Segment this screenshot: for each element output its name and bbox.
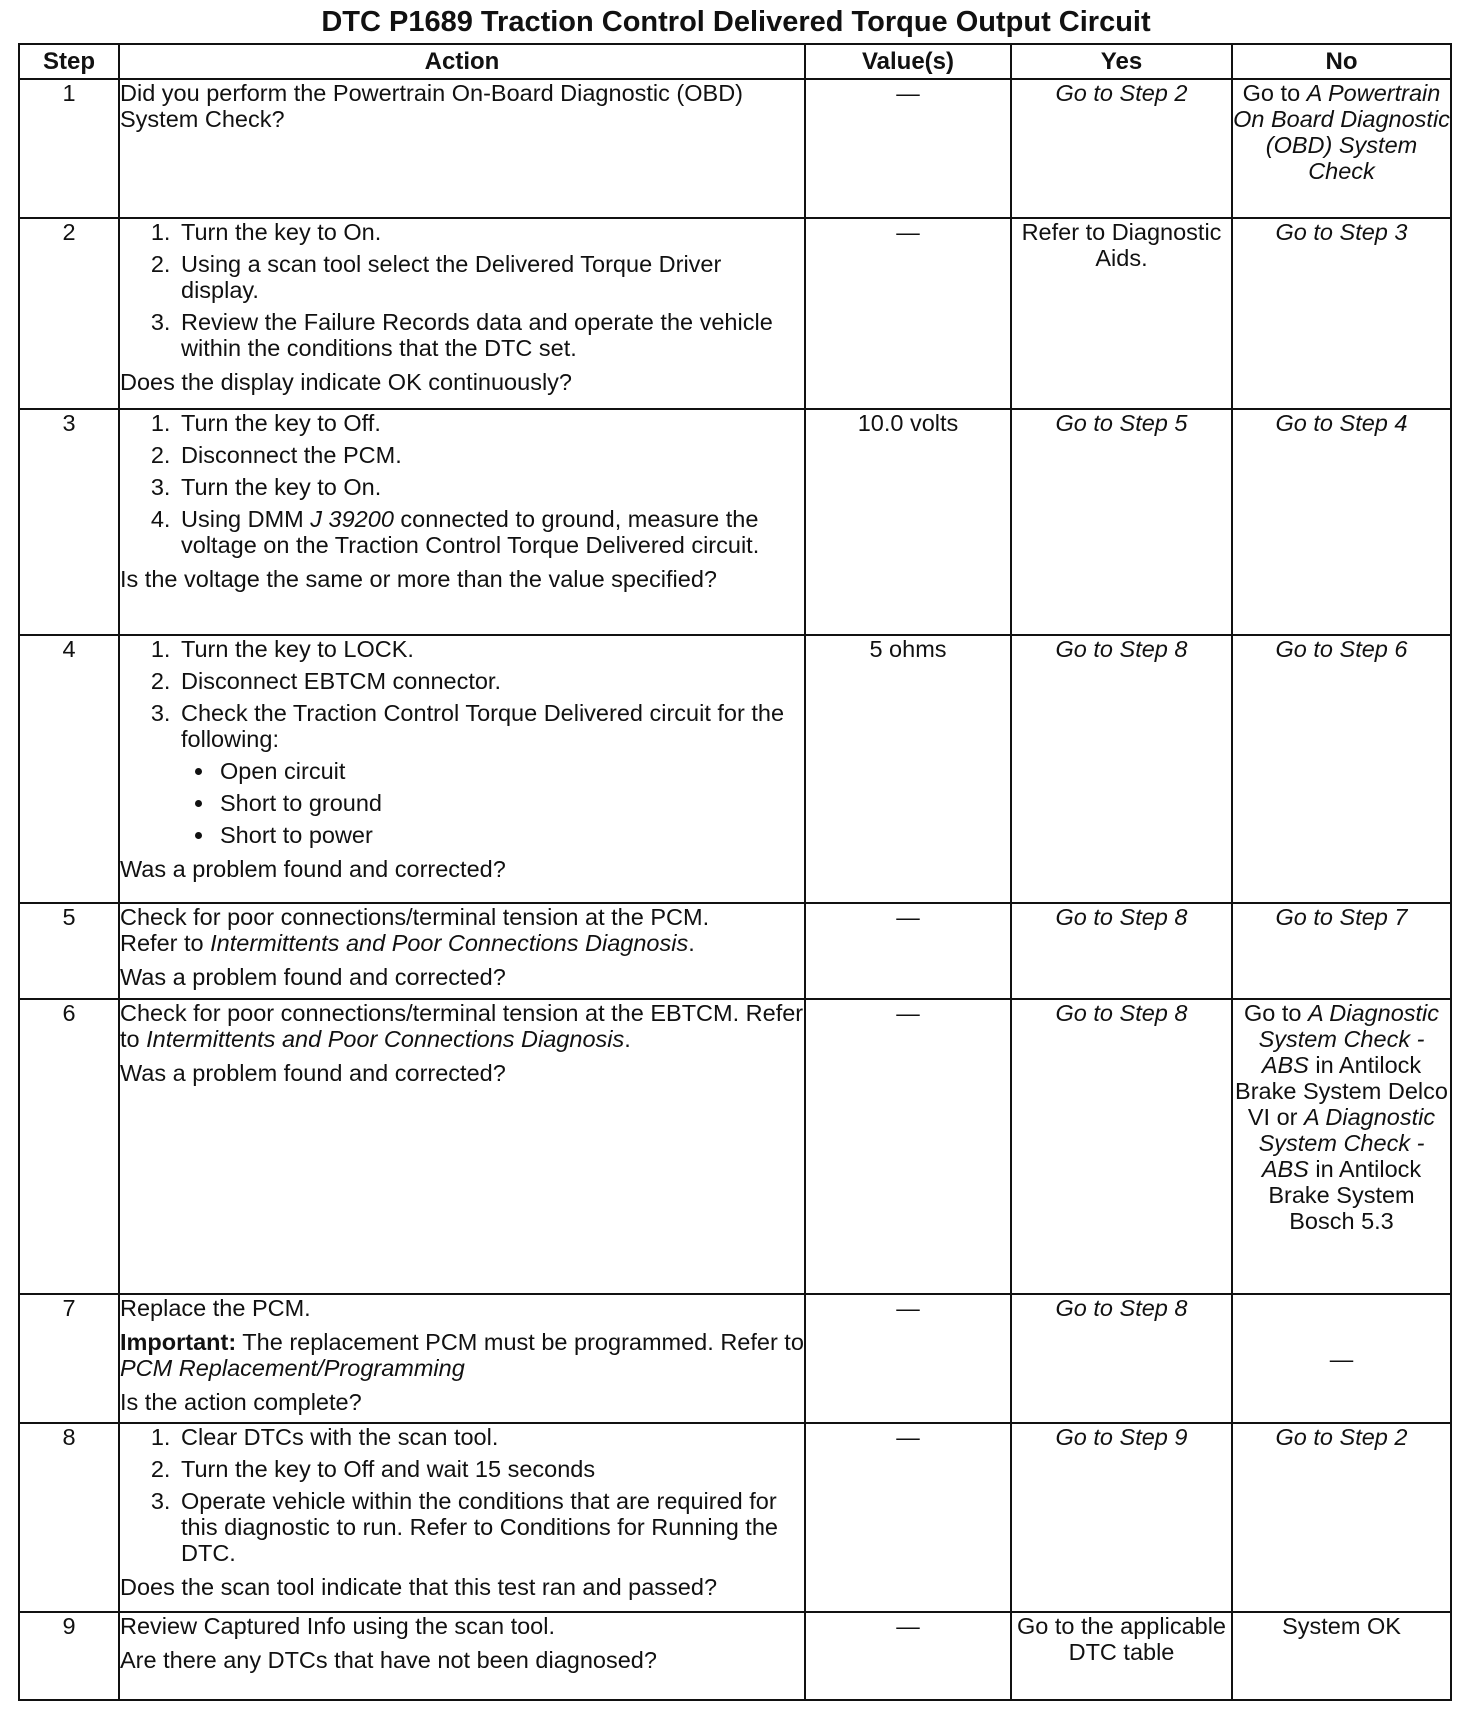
action-steps <box>120 636 804 848</box>
doc-reference: Intermittents and Poor Connections Diagnosis <box>210 930 689 956</box>
table-row-step-5 <box>19 903 1451 999</box>
step-number: 6 <box>19 999 119 1294</box>
action-text <box>120 904 804 956</box>
table-row-step-9 <box>19 1612 1451 1700</box>
step-number: 8 <box>19 1423 119 1612</box>
no-cell: Go to Step 2 <box>1232 1423 1451 1612</box>
action-cell <box>119 1612 805 1700</box>
action-question: Was a problem found and corrected? <box>120 964 506 990</box>
action-question: Is the action complete? <box>120 1389 362 1415</box>
action-question: Does the scan tool indicate that this test ran and passed? <box>120 1574 718 1600</box>
action-text: Review Captured Info using the scan tool. <box>120 1613 556 1639</box>
action-question: Are there any DTCs that have not been diagnosed? <box>120 1647 657 1673</box>
action-question: Was a problem found and corrected? <box>120 1060 506 1086</box>
step-text: Using DMM <box>181 506 311 532</box>
action-step: 1. Turn the key to LOCK. <box>177 636 804 662</box>
tool-reference: J 39200 <box>310 506 394 532</box>
note-text: The replacement PCM must be programmed. Refer to <box>236 1329 804 1355</box>
no-cell: Go to Step 4 <box>1232 409 1451 635</box>
no-text: in Antilock Brake System Bosch 5.3 <box>1268 1156 1422 1234</box>
action-step <box>177 506 804 558</box>
step-number: 4 <box>19 635 119 903</box>
table-row-step-6 <box>19 999 1451 1294</box>
table-row-step-7 <box>19 1294 1451 1423</box>
no-cell: System OK <box>1232 1612 1451 1700</box>
table-row-step-1 <box>19 79 1451 218</box>
doc-reference: PCM Replacement/Programming <box>120 1355 465 1381</box>
action-text: Replace the PCM. <box>120 1295 311 1321</box>
value-cell: — <box>805 218 1011 409</box>
step-number: 3 <box>19 409 119 635</box>
value-cell: — <box>805 1423 1011 1612</box>
no-cell: Go to Step 6 <box>1232 635 1451 903</box>
header-step: Step <box>19 44 119 79</box>
value-cell: — <box>805 1294 1011 1423</box>
action-step: 1. Clear DTCs with the scan tool. <box>177 1424 804 1450</box>
step-text: connected to ground, measure the voltage on the Traction Control Torque Delivered circuit. <box>181 506 760 558</box>
no-text: in Antilock Brake System Delco VI or <box>1235 1052 1448 1130</box>
text-line: . <box>688 930 695 956</box>
no-cell: — <box>1232 1294 1451 1423</box>
no-text: Go to <box>1243 1000 1308 1026</box>
table-row-step-4 <box>19 635 1451 903</box>
action-step: 3. Operate vehicle within the conditions that are required for this diagnostic to run. Refer to Conditions for Running the DTC. <box>177 1488 804 1566</box>
action-cell <box>119 999 805 1294</box>
action-cell <box>119 903 805 999</box>
yes-cell: Go to the applicable DTC table <box>1011 1612 1232 1700</box>
condition-item: • Open circuit <box>216 758 804 784</box>
header-yes: Yes <box>1011 44 1232 79</box>
step-number: 2 <box>19 218 119 409</box>
no-link: A Diagnostic System Check - ABS <box>1258 1104 1436 1182</box>
no-text: Go to <box>1242 80 1307 106</box>
step-number: 7 <box>19 1294 119 1423</box>
yes-cell: Refer to Diagnostic Aids. <box>1011 218 1232 409</box>
action-steps <box>120 1424 804 1566</box>
doc-reference: Intermittents and Poor Connections Diagnosis <box>146 1026 625 1052</box>
important-note <box>120 1329 804 1381</box>
step-text: Check the Traction Control Torque Delivered circuit for the following: <box>181 700 785 752</box>
header-row <box>19 44 1451 79</box>
condition-list <box>181 758 804 848</box>
header-no: No <box>1232 44 1451 79</box>
action-step: 2. Using a scan tool select the Delivered Torque Driver display. <box>177 251 804 303</box>
yes-cell: Go to Step 5 <box>1011 409 1232 635</box>
text-line: . <box>624 1026 631 1052</box>
header-values: Value(s) <box>805 44 1011 79</box>
action-step: 2. Turn the key to Off and wait 15 seconds <box>177 1456 804 1482</box>
value-cell: — <box>805 1612 1011 1700</box>
action-step <box>177 700 804 848</box>
action-step: 2. Disconnect the PCM. <box>177 442 804 468</box>
action-step: 1. Turn the key to On. <box>177 219 804 245</box>
text-line: Check for poor connections/terminal tension at the EBTCM. Refer to <box>120 1000 804 1052</box>
action-text <box>120 1000 804 1052</box>
table-row-step-3 <box>19 409 1451 635</box>
table-row-step-8 <box>19 1423 1451 1612</box>
no-link: A Powertrain On Board Diagnostic (OBD) System Check <box>1233 80 1450 184</box>
value-cell: — <box>805 999 1011 1294</box>
action-step: 2. Disconnect EBTCM connector. <box>177 668 804 694</box>
step-number: 9 <box>19 1612 119 1700</box>
yes-cell: Go to Step 8 <box>1011 903 1232 999</box>
action-question: Is the voltage the same or more than the value specified? <box>120 566 717 592</box>
action-step: 3. Review the Failure Records data and operate the vehicle within the conditions that the DTC set. <box>177 309 804 361</box>
action-cell <box>119 1423 805 1612</box>
action-step: 1. Turn the key to Off. <box>177 410 804 436</box>
value-cell: 10.0 volts <box>805 409 1011 635</box>
action-step: 3. Turn the key to On. <box>177 474 804 500</box>
value-cell: — <box>805 79 1011 218</box>
action-cell <box>119 409 805 635</box>
action-steps <box>120 410 804 558</box>
no-cell: Go to Step 7 <box>1232 903 1451 999</box>
no-link: A Diagnostic System Check - ABS <box>1258 1000 1440 1078</box>
action-cell <box>119 1294 805 1423</box>
action-question: Does the display indicate OK continuously? <box>120 369 572 395</box>
yes-cell: Go to Step 8 <box>1011 1294 1232 1423</box>
important-label: Important: <box>120 1329 237 1355</box>
action-cell <box>119 79 805 218</box>
diagnostic-table <box>18 43 1452 1701</box>
no-cell <box>1232 999 1451 1294</box>
no-cell <box>1232 79 1451 218</box>
action-question: Did you perform the Powertrain On-Board Diagnostic (OBD) System Check? <box>120 80 743 132</box>
condition-item: • Short to power <box>216 822 804 848</box>
yes-cell: Go to Step 8 <box>1011 999 1232 1294</box>
yes-cell: Go to Step 8 <box>1011 635 1232 903</box>
yes-cell: Go to Step 2 <box>1011 79 1232 218</box>
text-line: Check for poor connections/terminal tension at the PCM. <box>120 904 710 930</box>
text-line: Refer to <box>120 930 211 956</box>
action-question: Was a problem found and corrected? <box>120 856 506 882</box>
step-number: 5 <box>19 903 119 999</box>
no-cell: Go to Step 3 <box>1232 218 1451 409</box>
header-action: Action <box>119 44 805 79</box>
yes-cell: Go to Step 9 <box>1011 1423 1232 1612</box>
value-cell: — <box>805 903 1011 999</box>
page-title: DTC P1689 Traction Control Delivered Torque Output Circuit <box>321 6 1151 38</box>
step-number: 1 <box>19 79 119 218</box>
value-cell: 5 ohms <box>805 635 1011 903</box>
condition-item: • Short to ground <box>216 790 804 816</box>
action-steps <box>120 219 804 361</box>
action-cell <box>119 635 805 903</box>
table-row-step-2 <box>19 218 1451 409</box>
action-cell <box>119 218 805 409</box>
